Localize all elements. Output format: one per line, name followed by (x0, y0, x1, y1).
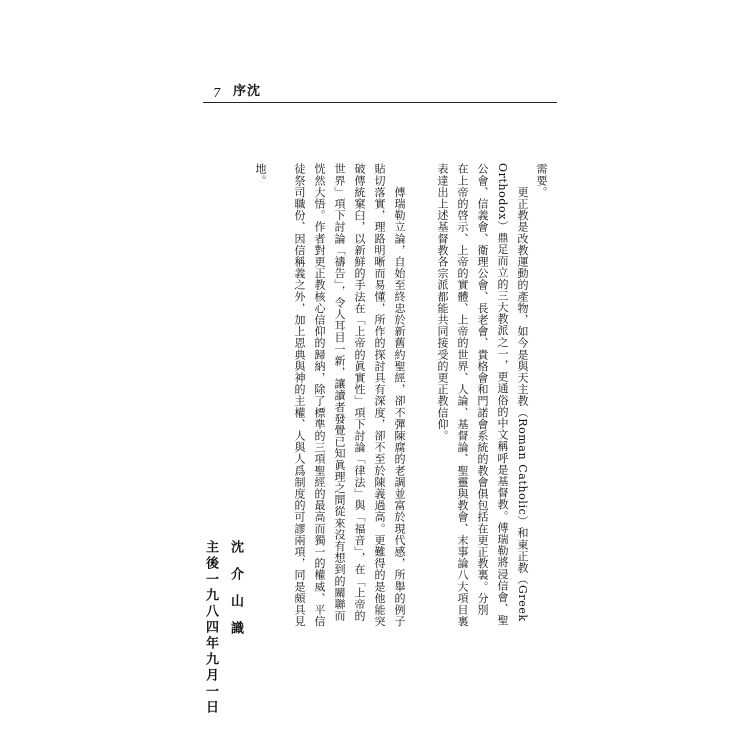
body-line-7: 傅瑞勒立論，自始至終忠於新舊約聖經，卻不彈陳腐的老調並富於現代感，所舉的例子 (393, 163, 406, 627)
body-line-8: 貼切落實，理路明晰而易懂，所作的探討具有深度，卻不至於陳義過高。更難得的是他能突 (373, 163, 386, 627)
body-line-11: 恍然大悟。作者對更正教核心信仰的歸納，除了標準的三項聖經的最高而獨一的權威、平信 (313, 163, 326, 627)
body-line-4: 公會、信義會、衛理公會、長老會、貴格會和門諾會系統的教會俱包括在更正教裏。分別 (476, 163, 489, 616)
page-number: 7 (213, 86, 221, 100)
body-line-6: 表達出上述基督教各宗派都能共同接受的更正教信仰。 (436, 163, 449, 442)
signature-author: 沈介山識 (228, 540, 243, 648)
body-line-3: Orthodox）鼎足而立的三大教派之一，更通俗的中文稱呼是基督教。傅瑞勒將浸信會、聖 (496, 163, 509, 627)
signature-date: 主後一九八四年九月一日 (203, 540, 218, 716)
header-title: 序沈 (233, 84, 262, 99)
body-line-12: 徒祭司職份、因信稱義之外，加上恩典與神的主權、人與人爲制度的可謬兩項，同是頗具見 (293, 163, 306, 627)
body-line-13: 地。 (254, 163, 267, 187)
body-line-1: 需要。 (535, 163, 548, 198)
body-line-2: 更正教是改教運動的產物，如今是與天主教（Roman Catholic）和東正教（Greek (516, 163, 529, 622)
body-line-9: 破傳統窠臼，以新鮮的手法在「上帝的眞實性」項下討論「律法」與「福音」，在「上帝的 (353, 163, 366, 622)
body-line-10: 世界」項下討論「禱告」，令人耳目一新，讓讀者發覺已知眞理之間從來沒有想到的關聯而 (333, 163, 346, 622)
body-line-5: 在上帝的啓示、上帝的實體、上帝的世界、人論、基督論、聖靈與教會、末事論八大項目裏 (456, 163, 469, 627)
running-header (203, 84, 557, 104)
header-rule (203, 102, 557, 103)
